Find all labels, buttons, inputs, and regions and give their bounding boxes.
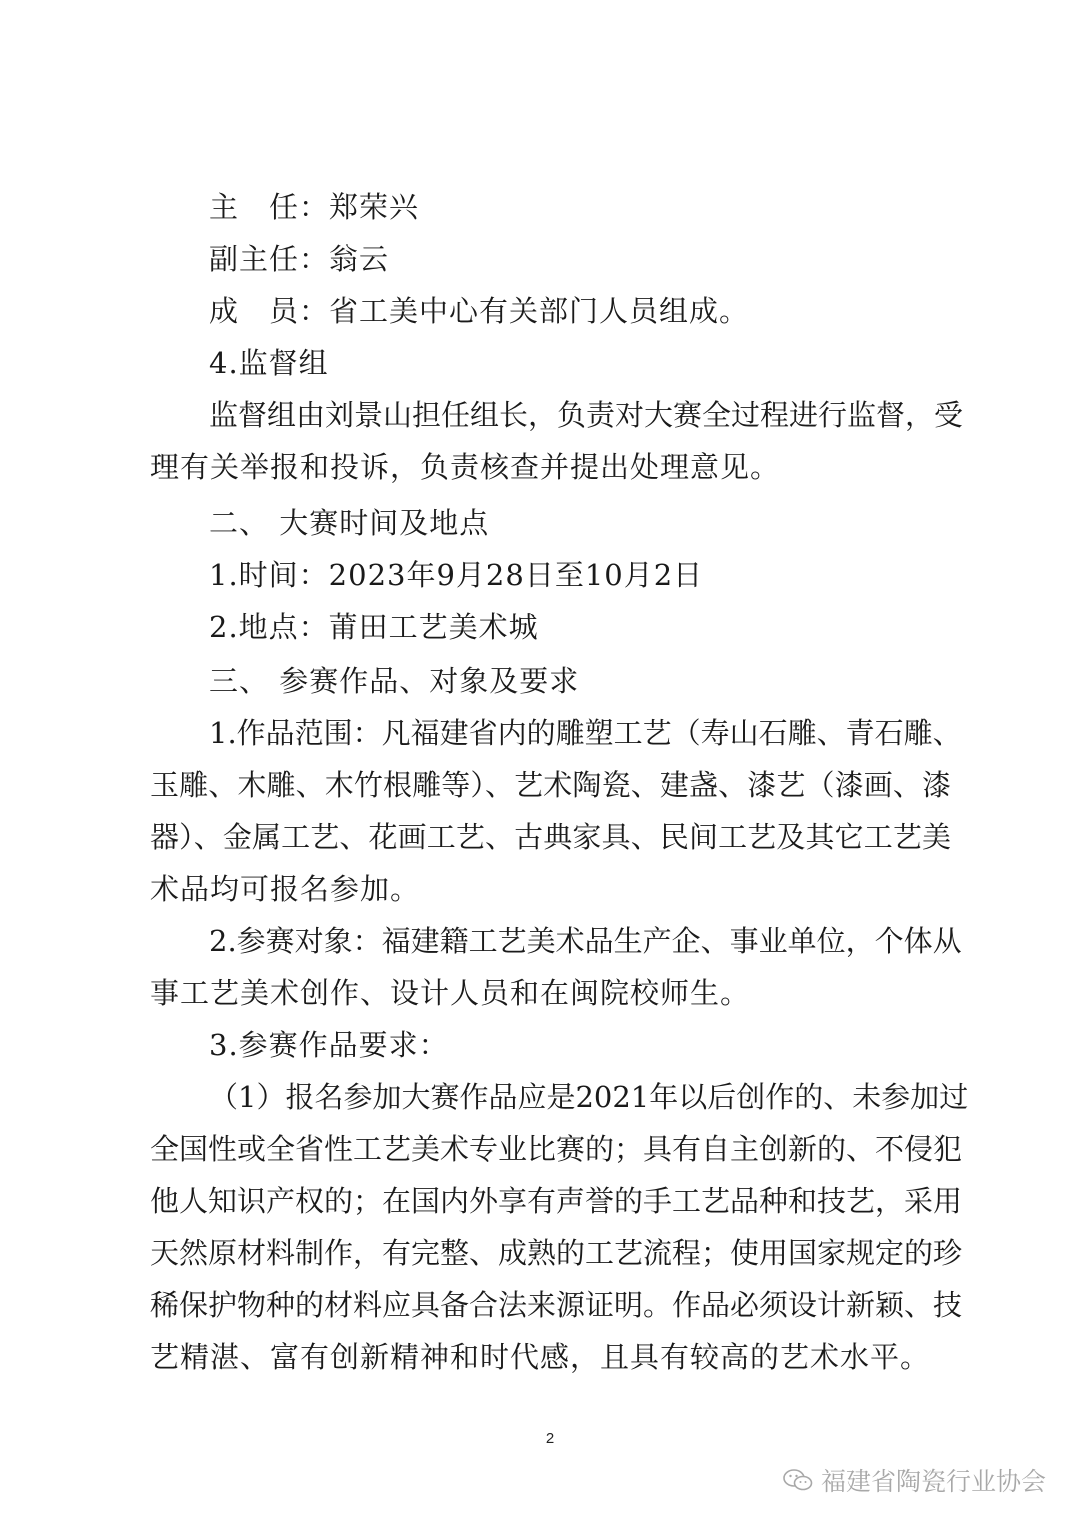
time-line: 1.时间：2023年9月28日至10月2日 xyxy=(209,558,704,592)
source-watermark xyxy=(783,1462,1046,1498)
paragraph-line: 术品均可报名参加。 xyxy=(150,872,421,906)
supervision-group-heading: 4.监督组 xyxy=(209,346,329,380)
paragraph-line: 他人知识产权的；在国内外享有声誉的手工艺品种和技艺，采用 xyxy=(150,1184,963,1218)
paragraph-line: 理有关举报和投诉，负责核查并提出处理意见。 xyxy=(150,450,781,484)
paragraph-line: 艺精湛、富有创新精神和时代感，且具有较高的艺术水平。 xyxy=(150,1340,931,1374)
wechat-icon xyxy=(783,1468,813,1492)
paragraph-line: 1.作品范围：凡福建省内的雕塑工艺（寿山石雕、青石雕、 xyxy=(209,716,962,750)
deputy-director-line: 副主任：翁云 xyxy=(209,242,390,276)
director-line: 主 任：郑荣兴 xyxy=(209,190,420,224)
watermark-text: 福建省陶瓷行业协会 xyxy=(820,1467,1046,1496)
members-line: 成 员：省工美中心有关部门人员组成。 xyxy=(209,294,750,328)
requirements-heading: 3.参赛作品要求： xyxy=(209,1028,449,1062)
paragraph-line: 器）、金属工艺、花画工艺、古典家具、民间工艺及其它工艺美 xyxy=(150,820,951,854)
paragraph-line: 全国性或全省性工艺美术专业比赛的；具有自主创新的、不侵犯 xyxy=(150,1132,963,1166)
page-number: 2 xyxy=(545,1430,555,1447)
section-heading-3: 三、 参赛作品、对象及要求 xyxy=(209,664,580,698)
paragraph-line: 天然原材料制作，有完整、成熟的工艺流程；使用国家规定的珍 xyxy=(150,1236,963,1270)
paragraph-line: 玉雕、木雕、木竹根雕等）、艺术陶瓷、建盏、漆艺（漆画、漆 xyxy=(150,768,951,802)
location-line: 2.地点：莆田工艺美术城 xyxy=(209,610,539,644)
section-heading-2: 二、 大赛时间及地点 xyxy=(209,506,490,540)
paragraph-line: 2.参赛对象：福建籍工艺美术品生产企、事业单位，个体从 xyxy=(209,924,962,958)
paragraph-line: 稀保护物种的材料应具备合法来源证明。作品必须设计新颖、技 xyxy=(150,1288,963,1322)
paragraph-line: 事工艺美术创作、设计人员和在闽院校师生。 xyxy=(150,976,751,1010)
paragraph-line: （1）报名参加大赛作品应是2021年以后创作的、未参加过 xyxy=(209,1080,969,1114)
paragraph-line: 监督组由刘景山担任组长，负责对大赛全过程进行监督，受 xyxy=(209,398,964,432)
